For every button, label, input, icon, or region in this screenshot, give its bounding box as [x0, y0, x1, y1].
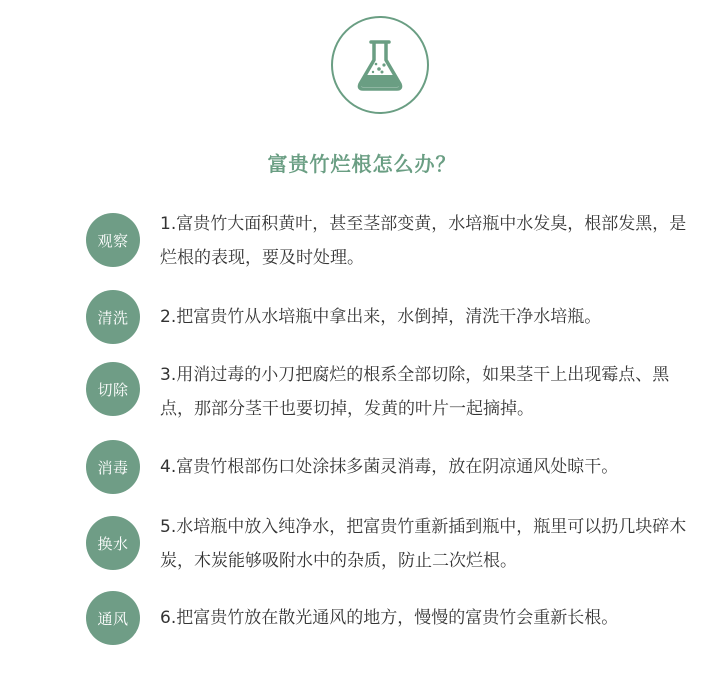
step-text: 3.用消过毒的小刀把腐烂的根系全部切除，如果茎干上出现霉点、黑点，那部分茎干也要切掉，发黄的叶片一起摘掉。	[160, 365, 670, 419]
step-text: 4.富贵竹根部伤口处涂抹多菌灵消毒，放在阴凉通风处晾干。	[160, 457, 619, 477]
step-badge: 通风	[86, 591, 140, 645]
step-text: 5.水培瓶中放入纯净水，把富贵竹重新插到瓶中，瓶里可以扔几块碎木炭，木炭能够吸附水中的杂质，防止二次烂根。	[160, 517, 687, 571]
flask-icon-circle	[331, 16, 429, 114]
step-badge: 清洗	[86, 290, 140, 344]
step-text: 1.富贵竹大面积黄叶，甚至茎部变黄，水培瓶中水发臭，根部发黑，是烂根的表现，要及时处理。	[160, 214, 687, 268]
step-badge: 换水	[86, 516, 140, 570]
flask-icon	[333, 18, 427, 112]
step-badge: 消毒	[86, 440, 140, 494]
page-title: 富贵竹烂根怎么办？	[267, 152, 457, 176]
step-badge: 切除	[86, 362, 140, 416]
step-text: 2.把富贵竹从水培瓶中拿出来，水倒掉，清洗干净水培瓶。	[160, 307, 602, 327]
step-text: 6.把富贵竹放在散光通风的地方，慢慢的富贵竹会重新长根。	[160, 608, 619, 628]
step-badge: 观察	[86, 213, 140, 267]
